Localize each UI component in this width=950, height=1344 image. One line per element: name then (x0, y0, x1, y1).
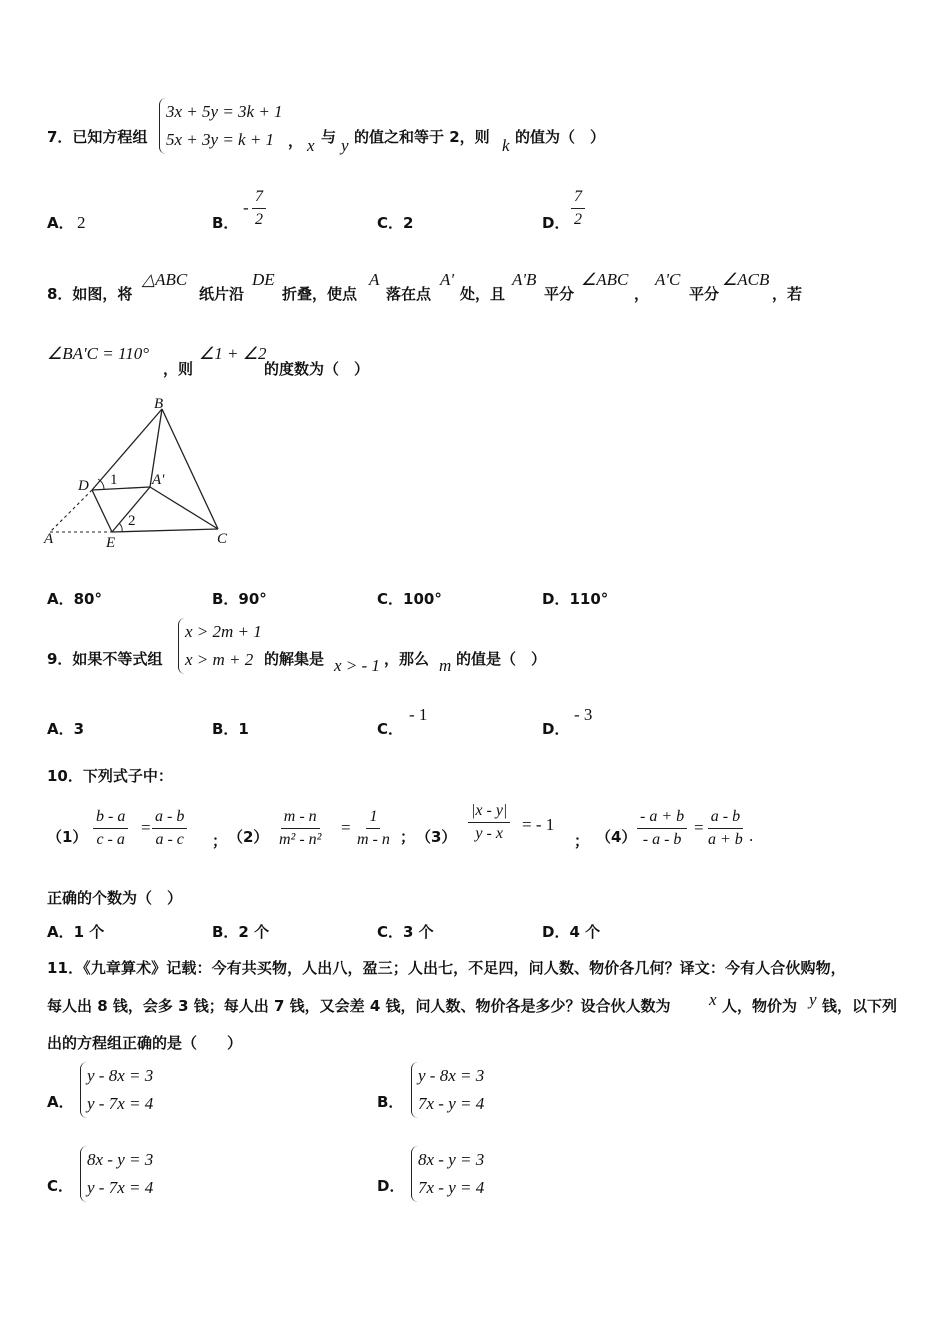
angle-2-arc (119, 523, 122, 532)
q9-option-d-label[interactable]: D． (542, 720, 570, 738)
q10-expr1-left-den: c - a (96, 831, 125, 848)
q8-option-b[interactable]: B．90° (212, 590, 267, 608)
q7-option-d-label[interactable]: D． (542, 214, 570, 232)
q8-de: DE (252, 270, 275, 289)
q10-expr2-right-num: 1 (366, 806, 380, 829)
label-2: 2 (128, 513, 136, 529)
q11-var-x: x (709, 990, 717, 1009)
q9-option-b[interactable]: B．1 (212, 720, 249, 738)
q11-line2-a: 每人出 8 钱，会多 3 钱；每人出 7 钱，又会差 4 钱，问人数、物价各是多少？设合伙人数为 (47, 997, 671, 1015)
q9-option-a[interactable]: A．3 (47, 720, 85, 738)
q9-prefix: 9．如果不等式组 (47, 650, 163, 668)
q8-line2-suffix: 的度数为（ ） (264, 360, 370, 378)
q7-option-b-sign: - (243, 198, 249, 217)
q10-expr1-right-den: a - c (155, 831, 184, 848)
q8-text4: 处，且 (460, 285, 506, 303)
q11-option-a-eq2: y - 7x = 4 (87, 1094, 154, 1113)
label-b: B (154, 396, 164, 412)
q11-option-b-eq2: 7x - y = 4 (418, 1094, 485, 1113)
q11-option-d-system (411, 1146, 484, 1202)
q10-option-d[interactable]: D．4 个 (542, 923, 601, 941)
q11-option-c-eq2: y - 7x = 4 (87, 1178, 154, 1197)
q7-option-b-numerator: 7 (252, 186, 266, 209)
edge-da-dashed (50, 490, 92, 532)
q10-expr1-label: （1） (47, 828, 88, 846)
q11-option-d-label[interactable]: D． (377, 1177, 405, 1195)
q11-line1: 11．《九章算术》记载：今有共买物，人出八，盈三；人出七，不足四，问人数、物价各几何？译文：今有人合伙购物， (47, 959, 846, 977)
q10-expr2-left (276, 806, 324, 851)
q11-line3: 出的方程组正确的是（ ） (47, 1034, 243, 1052)
q10-expr3-den: y - x (475, 825, 503, 842)
q7-mid2: 的值之和等于 2，则 (354, 128, 490, 146)
q8-figure (40, 395, 250, 555)
q8-angle-abc: ∠ABC (581, 270, 629, 289)
q10-question: 正确的个数为（ ） (47, 889, 183, 907)
q9-text3: 的值是（ ） (456, 650, 547, 668)
q10-expr3-rhs: = - 1 (522, 815, 555, 834)
q8-text5: 平分 (544, 285, 575, 303)
q10-expr4-left-den: - a - b (642, 831, 682, 848)
q7-option-b-denominator: 2 (255, 211, 263, 228)
q11-option-c-eq1: 8x - y = 3 (87, 1150, 154, 1169)
q10-end-period: . (749, 826, 754, 845)
q11-option-b-label[interactable]: B． (377, 1093, 404, 1111)
edge-d-aprime (92, 487, 150, 490)
label-a-prime: A' (152, 472, 165, 488)
q10-expr1-left (93, 806, 128, 851)
q10-prefix: 10．下列式子中： (47, 767, 173, 785)
q8-text6: ， (634, 285, 650, 303)
q7-suffix: 的值为（ ） (515, 128, 606, 146)
q10-expr3-num: |x - y| (468, 800, 510, 823)
q9-option-c-value: - 1 (409, 705, 428, 724)
q8-condition: ∠BA'C = 110° (47, 344, 149, 363)
q11-option-b-eq1: y - 8x = 3 (418, 1066, 485, 1085)
q8-text1: 纸片沿 (199, 285, 245, 303)
q10-expr1-eq: = (141, 818, 151, 837)
q9-text1: 的解集是 (264, 650, 325, 668)
q10-expr4-left (637, 806, 687, 851)
q11-line2-c: 钱，以下列 (822, 997, 898, 1015)
q10-expr2-eq: = (341, 818, 351, 837)
q8-text3: 落在点 (386, 285, 432, 303)
q10-expr1-right-num: a - b (152, 806, 187, 829)
q10-expr4-right-num: a - b (708, 806, 743, 829)
q10-option-a[interactable]: A．1 个 (47, 923, 105, 941)
q8-option-d[interactable]: D．110° (542, 590, 609, 608)
q10-option-b[interactable]: B．2 个 (212, 923, 270, 941)
q7-option-d-fraction (571, 186, 585, 231)
q9-option-c-label[interactable]: C． (377, 720, 404, 738)
q7-mid1: 与 (321, 128, 337, 146)
q8-option-a[interactable]: A．80° (47, 590, 102, 608)
q9-solution: x > - 1 (334, 656, 380, 675)
q7-option-b-fraction (252, 186, 266, 231)
q8-point-a-prime: A' (440, 270, 455, 289)
q7-var-y: y (341, 136, 349, 155)
q10-sep3: ； (574, 832, 590, 850)
q8-segment-ab: A'B (512, 270, 537, 289)
edge-de (92, 490, 112, 532)
edge-ec (112, 529, 218, 532)
q7-eq1: 3x + 5y = 3k + 1 (166, 102, 283, 121)
label-e: E (106, 535, 116, 551)
q10-expr3-label: （3） (416, 828, 457, 846)
q9-ineq2: x > m + 2 (185, 650, 254, 669)
q7-var-k: k (502, 136, 510, 155)
q7-option-d-numerator: 7 (571, 186, 585, 209)
q7-option-d-denominator: 2 (574, 211, 582, 228)
q8-point-a: A (369, 270, 380, 289)
q7-option-a-label[interactable]: A． (47, 214, 74, 232)
q7-option-c[interactable]: C．2 (377, 214, 414, 232)
q11-line2-b: 人，物价为 (722, 997, 798, 1015)
q10-expr2-right (354, 806, 393, 851)
q11-var-y: y (809, 990, 817, 1009)
q10-expr2-right-den: m - n (357, 831, 390, 848)
q10-expr1-right (152, 806, 187, 851)
q11-option-a-eq1: y - 8x = 3 (87, 1066, 154, 1085)
q11-option-a-label[interactable]: A． (47, 1093, 74, 1111)
q9-var-m: m (439, 656, 452, 675)
q10-expr3-fraction (468, 800, 510, 845)
q10-expr2-label: （2） (228, 828, 269, 846)
q11-option-d-eq2: 7x - y = 4 (418, 1178, 485, 1197)
q10-expr4-eq: = (694, 818, 704, 837)
q7-eq2: 5x + 3y = k + 1 (166, 130, 275, 149)
q10-expr2-left-den: m² - n² (279, 831, 322, 848)
label-c: C (217, 531, 228, 547)
q11-option-d-eq1: 8x - y = 3 (418, 1150, 485, 1169)
label-d: D (78, 478, 89, 494)
q11-option-c-label[interactable]: C． (47, 1177, 74, 1195)
q8-prefix: 8．如图，将 (47, 285, 133, 303)
q9-ineq1: x > 2m + 1 (185, 622, 262, 641)
label-a: A (44, 531, 54, 547)
q7-prefix: 7．已知方程组 (47, 128, 148, 146)
q10-sep2: ； (400, 828, 416, 846)
q8-text7: 平分 (689, 285, 720, 303)
q10-expr1-left-num: b - a (93, 806, 128, 829)
q9-option-d-value: - 3 (574, 705, 593, 724)
q10-expr4-label: （4） (596, 828, 637, 846)
q11-option-c-system (80, 1146, 153, 1202)
q8-angle-acb: ∠ACB (722, 270, 770, 289)
q11-option-b-system (411, 1062, 484, 1118)
q8-text8: ，若 (772, 285, 803, 303)
q8-text2: 折叠，使点 (282, 285, 358, 303)
q10-expr4-left-num: - a + b (637, 806, 687, 829)
q7-var-x: x (307, 136, 315, 155)
q9-text2: ，那么 (384, 650, 430, 668)
q7-option-a-value: 2 (77, 213, 86, 232)
q10-expr2-left-num: m - n (281, 806, 320, 829)
q8-line2-mid: ，则 (163, 360, 194, 378)
q10-expr4-right (705, 806, 746, 851)
q8-triangle: △ABC (142, 270, 188, 289)
q11-option-a-system (80, 1062, 153, 1118)
q10-sep1: ； (212, 832, 228, 850)
q8-option-c[interactable]: C．100° (377, 590, 442, 608)
q7-equation-system (159, 98, 283, 154)
q8-segment-ac: A'C (655, 270, 681, 289)
q7-comma: ， (288, 132, 304, 150)
q8-angle-sum: ∠1 + ∠2 (199, 344, 267, 363)
q7-option-b-label[interactable]: B． (212, 214, 239, 232)
q9-inequality-system (178, 618, 262, 674)
label-1: 1 (110, 472, 118, 488)
q10-expr4-right-den: a + b (708, 831, 743, 848)
q10-option-c[interactable]: C．3 个 (377, 923, 434, 941)
